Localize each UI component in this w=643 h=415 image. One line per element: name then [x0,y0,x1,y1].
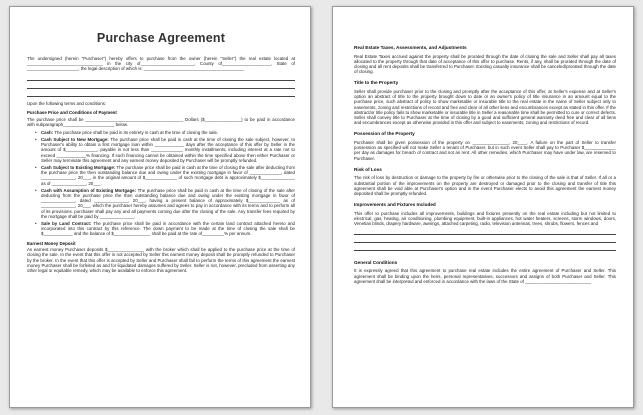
bullet-text: The purchase price shall be paid in accordance with the certain land contract attached hereto and incorporated into this contract by this reference. The down payment to be made at the time of closing the sale shall be $____________ and the balance of $_______________ shall be paid at the rate of_________% per annum. [41,220,295,237]
bullet-heading: Cash Subject to New Mortgage: [41,136,109,142]
terms-intro: Upon the following terms and conditions: [27,100,107,106]
section-heading-taxes: Real Estate Taxes, Assessments, and Adjustments [354,45,467,50]
blank-line [27,90,295,97]
list-item [35,137,295,163]
blank-line [27,74,295,81]
section-text-risk: The risk of loss by destruction or damage to the property by fire or otherwise prior to the closing of the sale is that of Seller. If all or a substantial portion of the improvements on the property are destroyed or damaged prior to the closing and transfer of title this agreement shall be void able at Purchaser's option and in the event Purchaser elects to avoid this agreement the earnest money deposited shall be promptly refunded. [354,175,616,197]
bullet-text: The purchase price shall be paid in its entirety in cash at the time of closing the sale. [54,129,219,135]
bullet-icon: • [35,220,37,226]
section-heading-possession: Possession of the Property [354,131,415,137]
bullet-heading: Cash Subject to Existing Mortgage: [41,164,116,170]
section-heading-improvements: Improvements and Fixtures Included [354,202,436,208]
bullet-text: The purchase price shall be paid in cash at the time of closing the sale subject, however, to Purchaser's ability to obtain a first mortgage loan within ____________ days after the acceptance of this offer by Seller in the amount of $_____________, payable in not less than _____________ monthly installments, including interest at a rate not to exceed ____________% financing. If such financing cannot be obtained within the time specified above then either Purchaser or Seller may terminate this agreement and any earnest money deposited by Purchaser will be promptly refunded. [41,136,295,163]
page-right-content [354,45,616,395]
page-left-content [27,25,295,395]
bullet-text: The purchase price shall be paid in cash at the time of closing of the sale after deducting from the purchase price the then outstanding balance due and owing under the existing mortgage in favor of ______________, dated ______________, 20___, having a present balance of approximately $_____________ as of ______________, 20___, which the purchaser hereby assumes and agrees to pay in accordance with its terms and to perform all of its provisions. purchaser shall pay any and all payments coming due after the closing of the sale. Any transfer fees required by the mortgage shall be paid by ______________. [41,187,295,219]
section-heading-price: Purchase Price and Conditions of Payment [27,110,117,115]
blank-line [354,228,616,235]
list-item [35,165,295,186]
list-item [35,221,295,237]
bullet-icon: • [35,129,37,135]
document-page-left [9,6,311,408]
section-text-title: Seller shall provide purchaser prior to the closing and promptly after the acceptance of this offer, at Seller's expense and at Seller's option an abstract of title to the property brought down to date or an owner's policy of title insurance in an amount equal to the purchase price, such abstract of policy to show marketable or insurable title to the real estate in the name of Seller subject only to easements, zoning and restrictions of record and free and clear of all other liens and encumbrances except as stated in this offer. If the abstract/or title policy fails to show marketable or insurable title in Seller a reasonable time shall be permitted to cure or correct defects. Seller shall convey title to Purchaser at the time of closing by a good and sufficient general warranty deed free and clear of all liens and encumbrances except as otherwise provided in this offer and subject to easements, zoning and restrictions of record. [354,89,616,126]
list-item [35,188,295,219]
section-heading-risk: Risk of Loss [354,166,382,172]
section-heading-general: General Conditions [354,259,398,265]
bullet-text: The purchase price shall be paid in cash at the time of closing the sale after deducting from the purchase price the then outstanding balance due and owing under the existing mortgage in favor of _____________, dated ______________, 20___, in the original amount of $_____________ of such mortgage debt is approximately $______________ as of ______________, 20___. [41,164,295,186]
bullet-icon: • [35,164,37,170]
list-item [35,130,295,135]
section-text-improvements: This offer to purchase includes all improvements, buildings and fixtures presently on the real estate including but not limited to electrical, gas, heating, air conditioning, plumbing equipment, built-in appliances, hot water heaters, screens, storm windows, doors, Venetian blinds, drapery hardware, awnings, attached carpeting, radio, television antennas, trees, shrubs, flowers, fences and [354,210,616,227]
bullet-heading: Cash: [41,129,54,135]
blank-line [354,236,616,243]
deposit-paragraph: As earnest money Purchaser deposits $_______________ with the broker which shall be applied to the purchase price at the time of closing the sale. In the event that this offer is not accepted by Seller this earnest money deposit shall be promptly refunded to Purchaser by the broker. In the event that this offer is accepted by Seller and Purchaser shall fail to perform the terms of this agreement the earnest money Purchaser shall be forfeited as and for liquidated damages suffered by Seller. Seller is not, however, precluded from asserting any other legal or equitable remedy, which may be available to enforce this agreement. [27,247,295,274]
blank-line [27,82,295,89]
blank-line [354,244,616,251]
bullet-icon: • [35,187,37,193]
section-heading-title: Title to the Property [354,80,399,86]
section-text-general: It is expressly agreed that this agreement to purchase real estate includes the entire agreement of Purchaser and Seller. This agreement shall be binding upon the heirs, personal representatives, successors and assigns of both Purchaser and Seller. This agreement shall be interpreted and enforced in accordance with the laws of the State of ___________________________ [354,268,616,284]
price-line: The purchase price shall be ________________________________________ Dollars ($_______________) to be paid in accordance with subparagraph_____________________ below. [27,116,295,127]
bullet-heading: Cash with Assumption of Existing Mortgage: [41,187,137,193]
section-text-taxes: Real Estate Taxes accrued against the property shall be prorated through the date of closing the sale and Seller shall pay all taxes allocated to the property through that date of acceptance of this offer to purchase. Rents, if any, shall be prorated through the date of closing and all rent deposits shall be transferred to Purchaser. Existing casualty insurance shall be canceled/prorated through the date of closing. [354,53,616,75]
document-page-right [332,6,634,408]
intro-paragraph: The undersigned (herein "Purchaser") hereby offers to purchase from the owner (herein "Seller") the real estate located at _______________________________ in the city of______________________, County of____________________, State of _____________________, the legal description of which is: _________________________________________ [27,56,295,72]
section-heading-deposit: Earnest Money Deposit [27,240,76,246]
document-title: Purchase Agreement [96,31,226,45]
bullet-heading: Sale by Land Contract: [41,220,92,226]
bullet-icon: • [35,136,37,142]
section-text-possession: Purchaser shall be given possession of the property on _______________, 20____. A failure on the part of Seller to transfer possession as specified will not make Seller a tenant of Purchaser, but in such event Seller shall pay to Purchaser $_____________ per day as damages for breach of contract and not as rent. All other remedies, which Purchaser may have under law, are reserved to Purchaser. [354,140,616,161]
